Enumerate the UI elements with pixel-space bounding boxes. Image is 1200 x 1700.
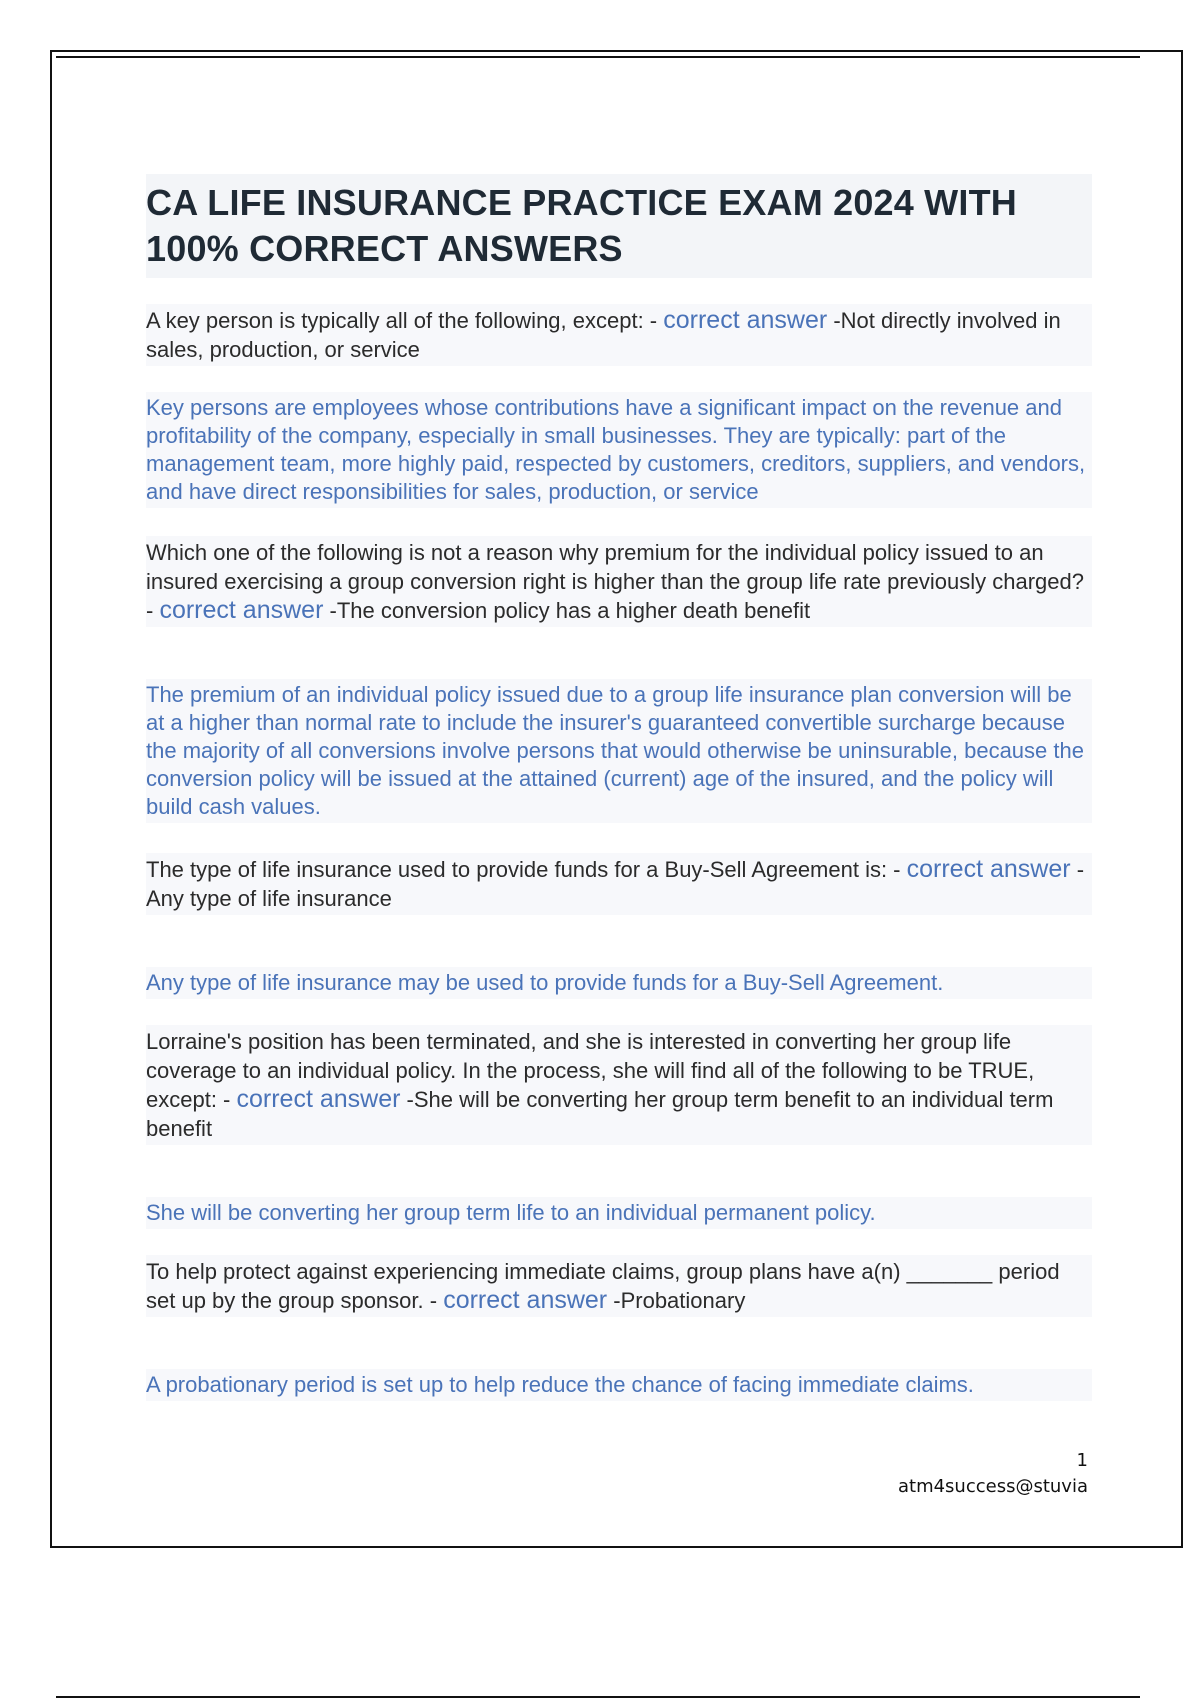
question-prompt: Which one of the following is not a reason why premium for the individual policy issued to an insured exercising a group conversion right is higher than the group life rate previously charged? - (146, 540, 1084, 623)
explanation-text: Key persons are employees whose contributions have a significant impact on the revenue and profitability of the company, especially in small businesses. They are typically: part of the management team, more highly paid, respected by customers, creditors, suppliers, and vendors, and have direct responsibilities for sales, production, or service (146, 392, 1092, 508)
top-rule (56, 56, 1140, 58)
qa-item (146, 1025, 1092, 1229)
author-handle: atm4success@stuvia (897, 1476, 1088, 1497)
answer-text: -She will be converting her group term benefit to an individual term benefit (146, 1087, 1054, 1141)
qa-item (146, 536, 1092, 823)
correct-answer-label: correct answer (443, 1286, 608, 1314)
question-text (146, 536, 1092, 627)
explanation-text: A probationary period is set up to help reduce the chance of facing immediate claims. (146, 1369, 1092, 1401)
question-prompt: To help protect against experiencing immediate claims, group plans have a(n) _______ period set up by the group sponsor. - (146, 1259, 1060, 1313)
question-text (146, 1025, 1092, 1145)
explanation-text: Any type of life insurance may be used to provide funds for a Buy-Sell Agreement. (146, 967, 1092, 999)
explanation-text: The premium of an individual policy issued due to a group life insurance plan conversion will be at a higher than normal rate to include the insurer's guaranteed convertible surcharge because the majority of all conversions involve persons that would otherwise be uninsurable, because the conversion policy will be issued at the attained (current) age of the insured, and the policy will build cash values. (146, 679, 1092, 823)
question-prompt: The type of life insurance used to provide funds for a Buy-Sell Agreement is: - (146, 857, 907, 882)
question-text (146, 853, 1092, 915)
qa-item (146, 304, 1092, 508)
correct-answer-label: correct answer (236, 1085, 401, 1113)
correct-answer-label: correct answer (159, 596, 324, 624)
correct-answer-label: correct answer (663, 306, 828, 334)
answer-text: -Probationary (607, 1288, 746, 1313)
page-number: 1 (1076, 1450, 1088, 1471)
page-footer (898, 1448, 1088, 1500)
qa-item (146, 1255, 1092, 1401)
qa-item (146, 853, 1092, 999)
question-prompt: A key person is typically all of the following, except: - (146, 308, 664, 333)
explanation-text: She will be converting her group term life to an individual permanent policy. (146, 1197, 1092, 1229)
question-text (146, 304, 1092, 366)
answer-text: -Not directly involved in sales, production, or service (146, 308, 1061, 362)
document-title: CA LIFE INSURANCE PRACTICE EXAM 2024 WITH 100% CORRECT ANSWERS (146, 174, 1092, 278)
answer-text: -Any type of life insurance (146, 857, 1085, 911)
answer-text: -The conversion policy has a higher death benefit (323, 598, 811, 623)
document-body (146, 174, 1092, 1401)
bottom-rule (56, 1696, 1140, 1698)
correct-answer-label: correct answer (906, 855, 1071, 883)
question-text (146, 1255, 1092, 1317)
question-prompt: Lorraine's position has been terminated, and she is interested in converting her group life coverage to an individual policy. In the process, she will find all of the following to be TRUE, except: - (146, 1029, 1035, 1112)
